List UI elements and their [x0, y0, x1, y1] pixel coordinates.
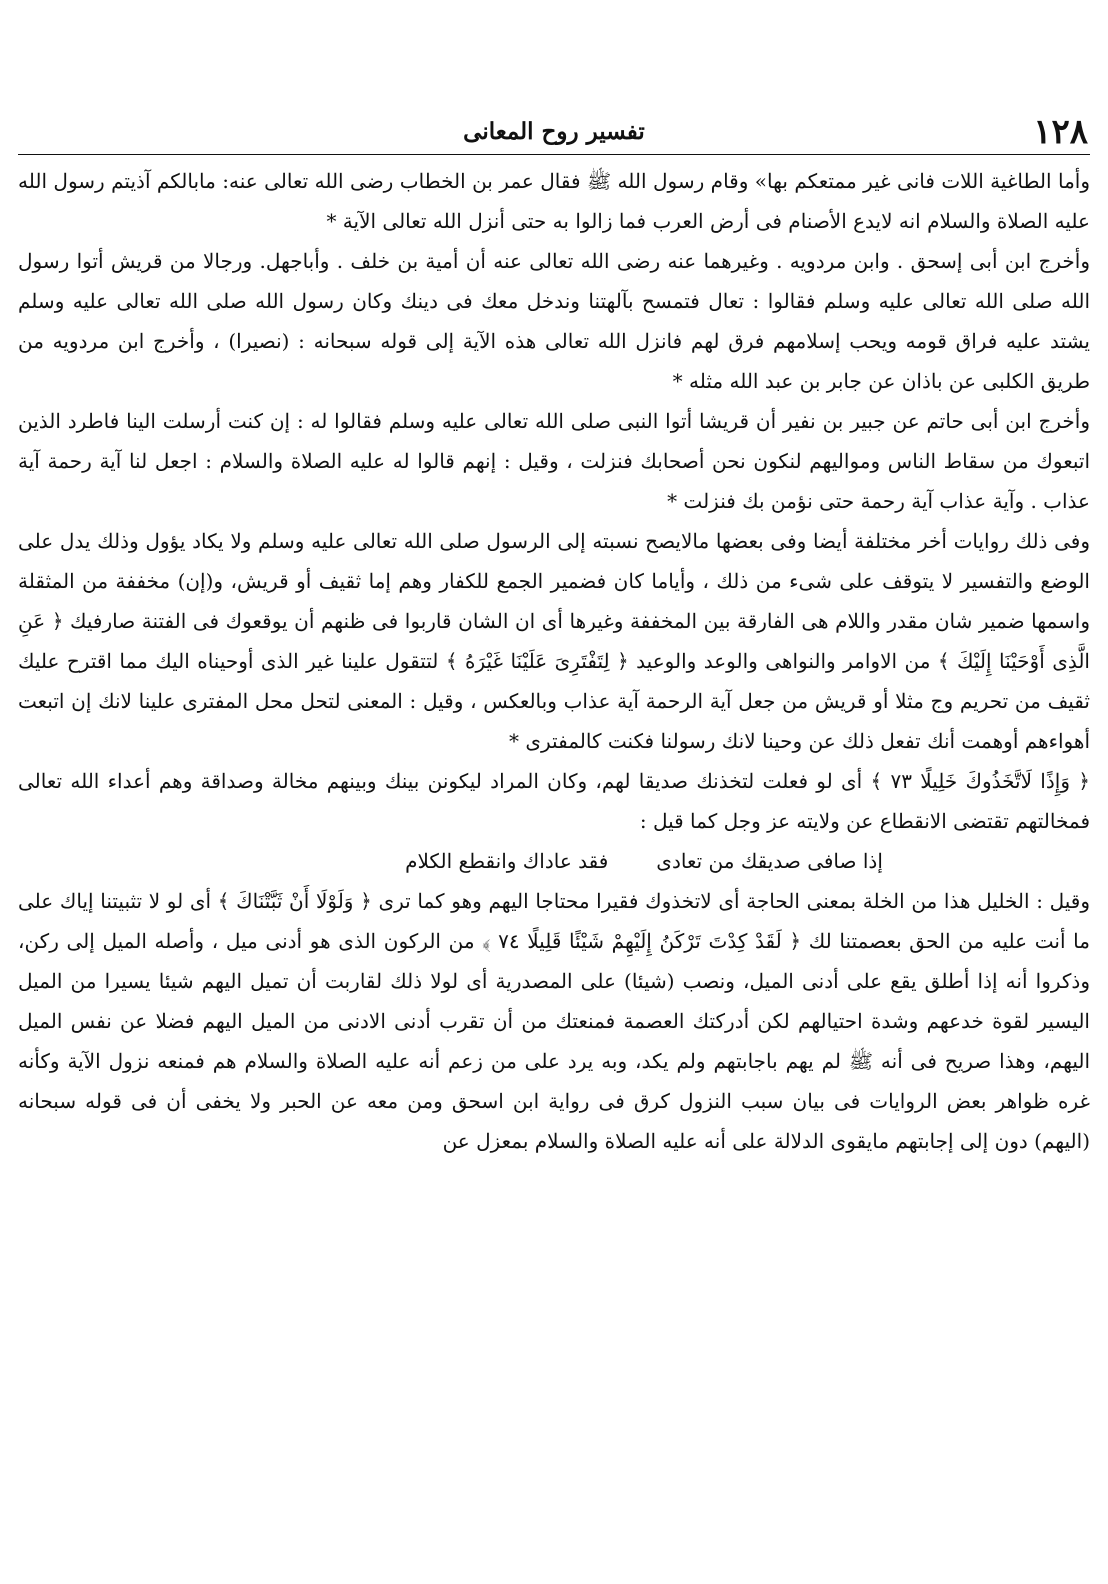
page	[18, 108, 1090, 1161]
paragraph-6: وقيل : الخليل هذا من الخلة بمعنى الحاجة أى لاتخذوك فقيرا محتاجا اليهم وهو كما ترى ﴿ وَلَوْلَا أَنْ ثَبَّتْنَاكَ ﴾ أى لو لا تثبيتنا إياك على ما أنت عليه من الحق بعصمتنا لك ﴿ لَقَدْ كِدْتَ تَرْكَنُ إِلَيْهِمْ شَيْئًا قَلِيلًا ٧٤ ﴾ من الركون الذى هو أدنى ميل ، وأصله الميل إلى ركن، وذكروا أنه إذا أطلق يقع على أدنى الميل، ونصب (شيئا) على المصدرية أى لولا ذلك لقاربت أن تميل اليهم شيئا يسيرا من الميل اليسير لقوة خدعهم وشدة احتيالهم لكن أدركتك العصمة فمنعتك من أن تقرب أدنى الادنى من الميل اليهم فضلا عن نفس الميل اليهم، وهذا صريح فى أنه ﷺ لم يهم باجابتهم ولم يكد، وبه يرد على من زعم أنه عليه الصلاة والسلام هم فمنعه نزول الآية وكأنه غره ظواهر بعض الروايات فى بيان سبب النزول كرق فى رواية ابن اسحق ومن معه عن الحبر ولا يخفى أن فى قوله سبحانه (اليهم) دون إلى إجابتهم مايقوى الدلالة على أنه عليه الصلاة والسلام بمعزل عن	[18, 889, 1090, 1153]
paragraph-3: وأخرج ابن أبى حاتم عن جبير بن نفير أن قريشا أتوا النبى صلى الله تعالى عليه وسلم فقالوا له : إن كنت أرسلت الينا فاطرد الذين اتبعوك من سقاط الناس ومواليهم لنكون نحن أصحابك فنزلت ، وقيل : إنهم قالوا له عليه الصلاة والسلام : اجعل لنا آية رحمة آية عذاب . وآية عذاب آية رحمة حتى نؤمن بك فنزلت *	[18, 409, 1090, 513]
paragraph-1: وأما الطاغية اللات فانى غير ممتعكم بها» وقام رسول الله ﷺ فقال عمر بن الخطاب رضى الله تعالى عنه: مابالكم آذيتم رسول الله عليه الصلاة والسلام انه لايدع الأصنام فى أرض العرب فما زالوا به حتى أنزل الله تعالى الآية *	[18, 169, 1090, 233]
poem-hemistich-2: فقد عاداك وانقطع الكلام	[405, 849, 609, 873]
paragraph-2: وأخرج ابن أبى إسحق . وابن مردويه . وغيرهما عنه رضى الله تعالى عنه أن أمية بن خلف . وأباجهل. ورجالا من قريش أتوا رسول الله صلى الله تعالى عليه وسلم فقالوا : تعال فتمسح بآلهتنا وندخل معك فى دينك وكان رسول الله صلى الله تعالى عليه وسلم يشتد عليه فراق قومه ويحب إسلامهم فرق لهم فانزل الله تعالى هذه الآية إلى قوله سبحانه : (نصيرا) ، وأخرج ابن مردويه من طريق الكلبى عن باذان عن جابر بن عبد الله مثله *	[18, 249, 1090, 393]
poem-hemistich-1: إذا صافى صديقك من تعادى	[656, 849, 883, 873]
paragraph-4: وفى ذلك روايات أخر مختلفة أيضا وفى بعضها مالايصح نسبته إلى الرسول صلى الله تعالى عليه وسلم ولا يكاد يؤول وذلك يدل على الوضع والتفسير لا يتوقف على شىء من ذلك ، وأياما كان فضمير الجمع للكفار وهم إما ثقيف أو قريش، و(إن) مخففة من المثقلة واسمها ضمير شان مقدر واللام هى الفارقة بين المخففة وغيرها أى ان الشان قاربوا فى ظنهم أن يوقعوك فى الفتنة صارفيك ﴿ عَنِ الَّذِى أَوْحَيْنَا إِلَيْكَ ﴾ من الاوامر والنواهى والوعد والوعيد ﴿ لِتَفْتَرِىَ عَلَيْنَا غَيْرَهُ ﴾ لتتقول علينا غير الذى أوحيناه اليك مما اقترح عليك ثقيف من تحريم وج مثلا أو قريش من جعل آية الرحمة آية عذاب وبالعكس ، وقيل : المعنى لتحل محل المفترى علينا لانك إن اتبعت أهواءهم أوهمت أنك تفعل ذلك عن وحينا لانك رسولنا فكنت كالمفترى *	[18, 529, 1090, 753]
running-title: تفسير روح المعانى	[463, 118, 645, 145]
poem-verse	[18, 841, 1090, 881]
paragraph-5: ﴿ وَإِذًا لَاتَّخَذُوكَ خَلِيلًا ٧٣ ﴾ أى لو فعلت لتخذنك صديقا لهم، وكان المراد ليكونن بينك وبينهم مخالة وصداقة وهم أعداء الله تعالى فمخالتهم تقتضى الانقطاع عن ولايته عز وجل كما قيل :	[18, 769, 1090, 833]
page-header	[18, 108, 1090, 155]
page-number: ١٢٨	[1033, 112, 1088, 152]
